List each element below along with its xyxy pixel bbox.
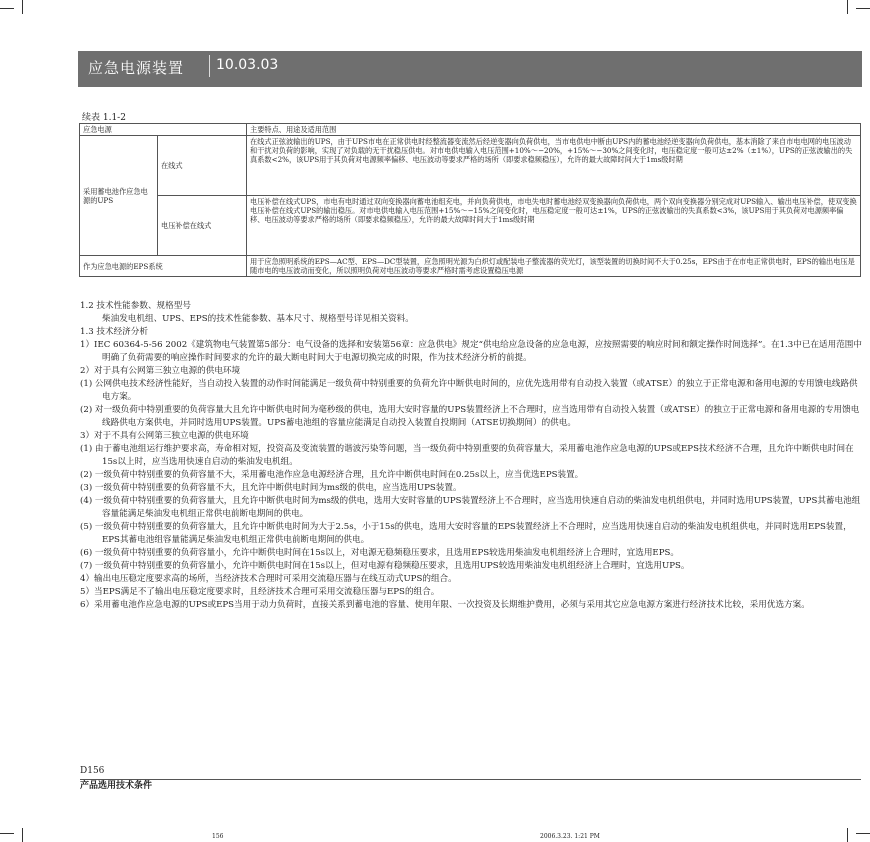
group-label-cell: 采用蓄电池作应急电源的UPS <box>80 136 158 256</box>
crop-mark <box>856 8 870 9</box>
crop-mark <box>22 828 23 842</box>
crop-mark <box>22 0 23 14</box>
print-page-number: 156 <box>212 833 224 840</box>
list-item: 6）采用蓄电池作应急电源的UPS或EPS当用于动力负荷时，直接关系到蓄电池的容量、使用年限、一次投资及长期维护费用，必须与采用其它应急电源方案进行经济技术比较，采用优选方案。 <box>80 600 810 610</box>
table-row <box>80 136 861 196</box>
list-item: 4）输出电压稳定度要求高的场所，当经济技术合理时可采用交流稳压器与在线互动式UPS的组合。 <box>80 574 457 584</box>
header-band <box>78 51 862 87</box>
desc-cell: 电压补偿在线式UPS，市电有电时通过双向变换器向蓄电池组充电，并向负荷供电，市电失电时蓄电池经双变换器向负荷供电，两个双向变换器分别完成对UPS输入、输出电压补偿，使双变换电压补偿在线式UPS的输出稳压。对市电供电输入电压范围+15%～−15%之间变化时，电压稳定度一般可达±1%，UPS的正弦波输出的失真系数<3%，该UPS用于其负荷对电源频率偏移、电压波动等要求严格的场所（即要求稳频稳压），允许的最大故障时间大于1ms级时期 <box>247 196 861 256</box>
footer-title: 产品选用技术条件 <box>80 781 153 791</box>
section-code: 10.03.03 <box>216 57 279 73</box>
table-row <box>80 196 861 256</box>
table-header-row <box>80 124 861 136</box>
crop-mark <box>847 0 848 14</box>
paragraph: 柴油发电机组、UPS、EPS的技术性能参数、基本尺寸、规格型号详见相关资料。 <box>102 314 414 324</box>
crop-mark <box>856 833 870 834</box>
list-item: (3) 一级负荷中特别重要的负荷容量不大，且允许中断供电时间为ms级的供电，应当选用UPS装置。 <box>80 483 462 493</box>
crop-mark <box>0 8 14 9</box>
section-title: 应急电源装置 <box>88 59 185 77</box>
body-text <box>80 300 865 612</box>
list-item: (7) 一级负荷中特别重要的负荷容量小，允许中断供电时间在15s以上，但对电源有稳频稳压要求，且选用UPS较选用柴油发电机组经济上合理时，宜选用UPS。 <box>80 561 690 571</box>
list-item: (2) 对一级负荷中特别重要的负荷容量大且允许中断供电时间为毫秒级的供电，选用大安时容量的UPS装置经济上不合理时，应当选用带有自动投入装置（或ATSE）的独立于正常电源和备用电源的专用馈电线路供电方案供电，并同时选用UPS装置。UPS蓄电池组的容量应能满足自动投入装置自投期间（ATSE切换期间）的供电。 <box>80 405 860 428</box>
header-divider <box>209 55 210 77</box>
section-heading: 1.3 技术经济分析 <box>80 327 148 337</box>
print-timestamp: 2006.3.23. 1:21 PM <box>540 833 600 840</box>
list-item: (1) 由于蓄电池组运行维护要求高，寿命相对短，投资高及变流装置的谐波污染等问题，当一级负荷中特别重要的负荷容量大，采用蓄电池作应急电源的UPS或EPS技术经济不合理，且允许中断供电时间在15s以上时，应当选用快速自启动的柴油发电机组。 <box>80 444 854 467</box>
page-code: D156 <box>80 766 105 776</box>
list-item: 3）对于不具有公网第三独立电源的供电环境 <box>80 431 249 441</box>
list-item: 1）IEC 60364-5-56 2002《建筑物电气装置第5部分：电气设备的选择和安装第56章：应急供电》规定“供电给应急设备的应急电源，应按照需要的响应时间和额定操作时间选择”。在1.3中已在适用范围中明确了负荷需要的响应操作时间要求的允许的最大断电时间大于电源切换完成的时限，作为技术经济分析的前提。 <box>80 340 862 363</box>
section-heading: 1.2 技术性能参数、规格型号 <box>80 301 191 311</box>
list-item: (2) 一级负荷中特别重要的负荷容量不大，采用蓄电池作应急电源经济合理，且允许中断供电时间在0.25s以上，应当优选EPS装置。 <box>80 470 584 480</box>
desc-cell: 用于应急照明系统的EPS—AC型、EPS—DC型装置，应急照明光源为白炽灯或配装电子整流器的荧光灯，该型装置的切换时间不大于0.25s，EPS由于在市电正常供电时，EPS的输出电压是随市电的电压波动而变化，所以照明负荷对电压波动等要求严格时需考虑设置稳压电源 <box>247 256 861 277</box>
desc-cell: 在线式正弦波输出的UPS，由于UPS市电在正常供电时经整流器变流然后经逆变器向负荷供电，当市电供电中断由UPS内的蓄电池经逆变器向负荷供电，基本消除了来自市电电网的电压波动和干扰对负荷的影响，实现了对负载的无干扰稳压供电。对市电供电输入电压范围+10%～−20%，+15%～−30%之间变化时，电压稳定度一般可达±2%（±1%），UPS的正弦波输出的失真系数<2%，该UPS用于其负荷对电源频率偏移、电压波动等要求严格的场所（即要求稳频稳压），允许的最大故障时间大于1ms级时期 <box>247 136 861 196</box>
spec-table <box>79 123 861 277</box>
crop-mark <box>847 828 848 842</box>
list-item: (1) 公网供电技术经济性能好，当自动投入装置的动作时间能满足一级负荷中特别重要的负荷允许中断供电时间的，应优先选用带有自动投入装置（或ATSE）的独立于正常电源和备用电源的专用馈电线路供电方案。 <box>80 379 858 402</box>
table-header-cell: 主要特点、用途及适用范围 <box>247 124 861 136</box>
table-caption: 续表 1.1-2 <box>82 113 126 123</box>
eps-label-cell: 作为应急电源的EPS系统 <box>80 256 247 277</box>
footer-rule <box>80 779 861 780</box>
table-row <box>80 256 861 277</box>
list-item: 2）对于具有公网第三独立电源的供电环境 <box>80 366 241 376</box>
list-item: (5) 一级负荷中特别重要的负荷容量大，且允许中断供电时间为大于2.5s，小于15s的供电，选用大安时容量的EPS装置经济上不合理时，应当选用快速自启动的柴油发电机组供电，并同时选用EPS装置，EPS其蓄电池组容量能满足柴油发电机组正常供电前断电期间的供电。 <box>80 522 852 545</box>
type-cell: 在线式 <box>158 136 247 196</box>
list-item: (6) 一级负荷中特别重要的负荷容量小，允许中断供电时间在15s以上，对电源无稳频稳压要求，且选用EPS较选用柴油发电机组经济上合理时，宜选用EPS。 <box>80 548 679 558</box>
type-cell: 电压补偿在线式 <box>158 196 247 256</box>
list-item: 5）当EPS满足不了输出电压稳定度要求时，且经济技术合理可采用交流稳压器与EPS的组合。 <box>80 587 440 597</box>
list-item: (4) 一级负荷中特别重要的负荷容量大，且允许中断供电时间为ms级的供电，选用大安时容量的UPS装置经济上不合理时，应当选用快速自启动的柴油发电机组供电，并同时选用UPS装置，UPS其蓄电池组容量能满足柴油发电机组正常供电前断电期间的供电。 <box>80 496 861 519</box>
crop-mark <box>0 833 14 834</box>
table-header-cell: 应急电源 <box>80 124 247 136</box>
